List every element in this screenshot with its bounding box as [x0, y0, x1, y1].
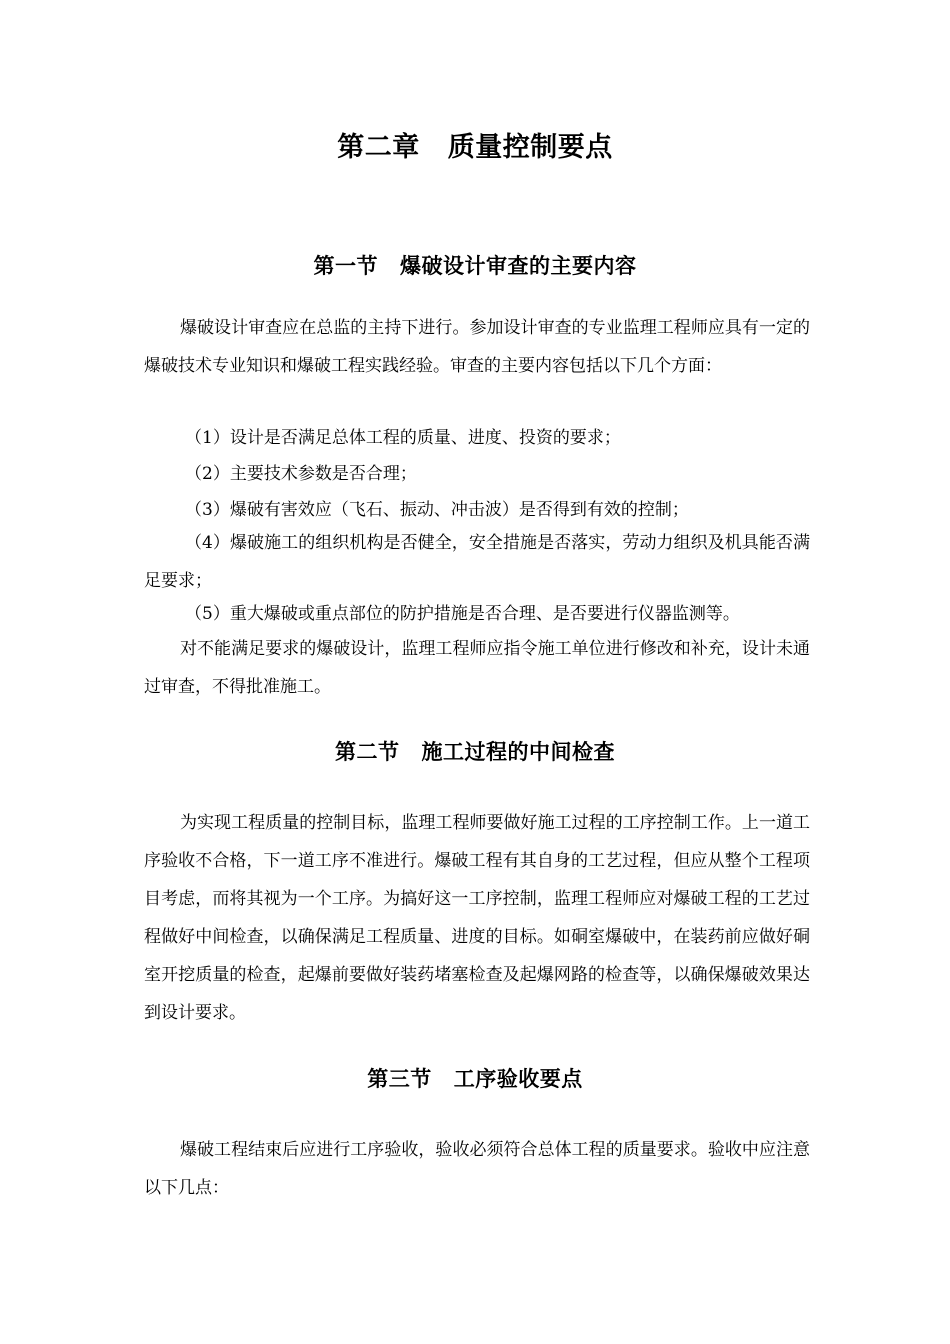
section-2-body: 为实现工程质量的控制目标，监理工程师要做好施工过程的工序控制工作。上一道工序验收不合格，下一道工序不准进行。爆破工程有其自身的工艺过程，但应从整个工程项目考虑，而将其视为一个工序。为搞好这一工序控制，监理工程师应对爆破工程的工艺过程做好中间检查，以确保满足工程质量、进度的目标。如硐室爆破中，在装药前应做好硐室开挖质量的检查，起爆前要做好装药堵塞检查及起爆网路的检查等，以确保爆破效果达到设计要求。 — [144, 813, 810, 1023]
section-1-item-1: （1）设计是否满足总体工程的质量、进度、投资的要求； — [185, 428, 621, 448]
section-1-intro: 爆破设计审查应在总监的主持下进行。参加设计审查的专业监理工程师应具有一定的爆破技术专业知识和爆破工程实践经验。审查的主要内容包括以下几个方面： — [144, 318, 810, 376]
section-1-item-3: （3）爆破有害效应（飞石、振动、冲击波）是否得到有效的控制； — [185, 500, 689, 520]
chapter-title: 质量控制要点 — [447, 132, 613, 163]
section-3-body: 爆破工程结束后应进行工序验收，验收必须符合总体工程的质量要求。验收中应注意以下几点： — [144, 1140, 810, 1198]
section-1-item-5: （5）重大爆破或重点部位的防护措施是否合理、是否要进行仪器监测等。 — [185, 604, 740, 624]
section-3-title: 工序验收要点 — [453, 1066, 583, 1091]
section-1-item-4: （4）爆破施工的组织机构是否健全，安全措施是否落实，劳动力组织及机具能否满足要求； — [144, 533, 810, 591]
section-1-number: 第一节 — [313, 253, 378, 278]
section-2-heading — [0, 736, 950, 768]
section-1-title: 爆破设计审查的主要内容 — [400, 253, 637, 278]
section-1-heading — [0, 250, 950, 282]
section-3-heading — [0, 1063, 950, 1095]
section-2-title: 施工过程的中间检查 — [421, 739, 615, 764]
section-2-number: 第二节 — [335, 739, 400, 764]
chapter-number: 第二章 — [337, 132, 420, 163]
chapter-heading — [0, 128, 950, 168]
section-3-number: 第三节 — [367, 1066, 432, 1091]
section-1-item-2: （2）主要技术参数是否合理； — [185, 464, 417, 484]
section-1-conclusion: 对不能满足要求的爆破设计，监理工程师应指令施工单位进行修改和补充，设计未通过审查，不得批准施工。 — [144, 639, 810, 697]
